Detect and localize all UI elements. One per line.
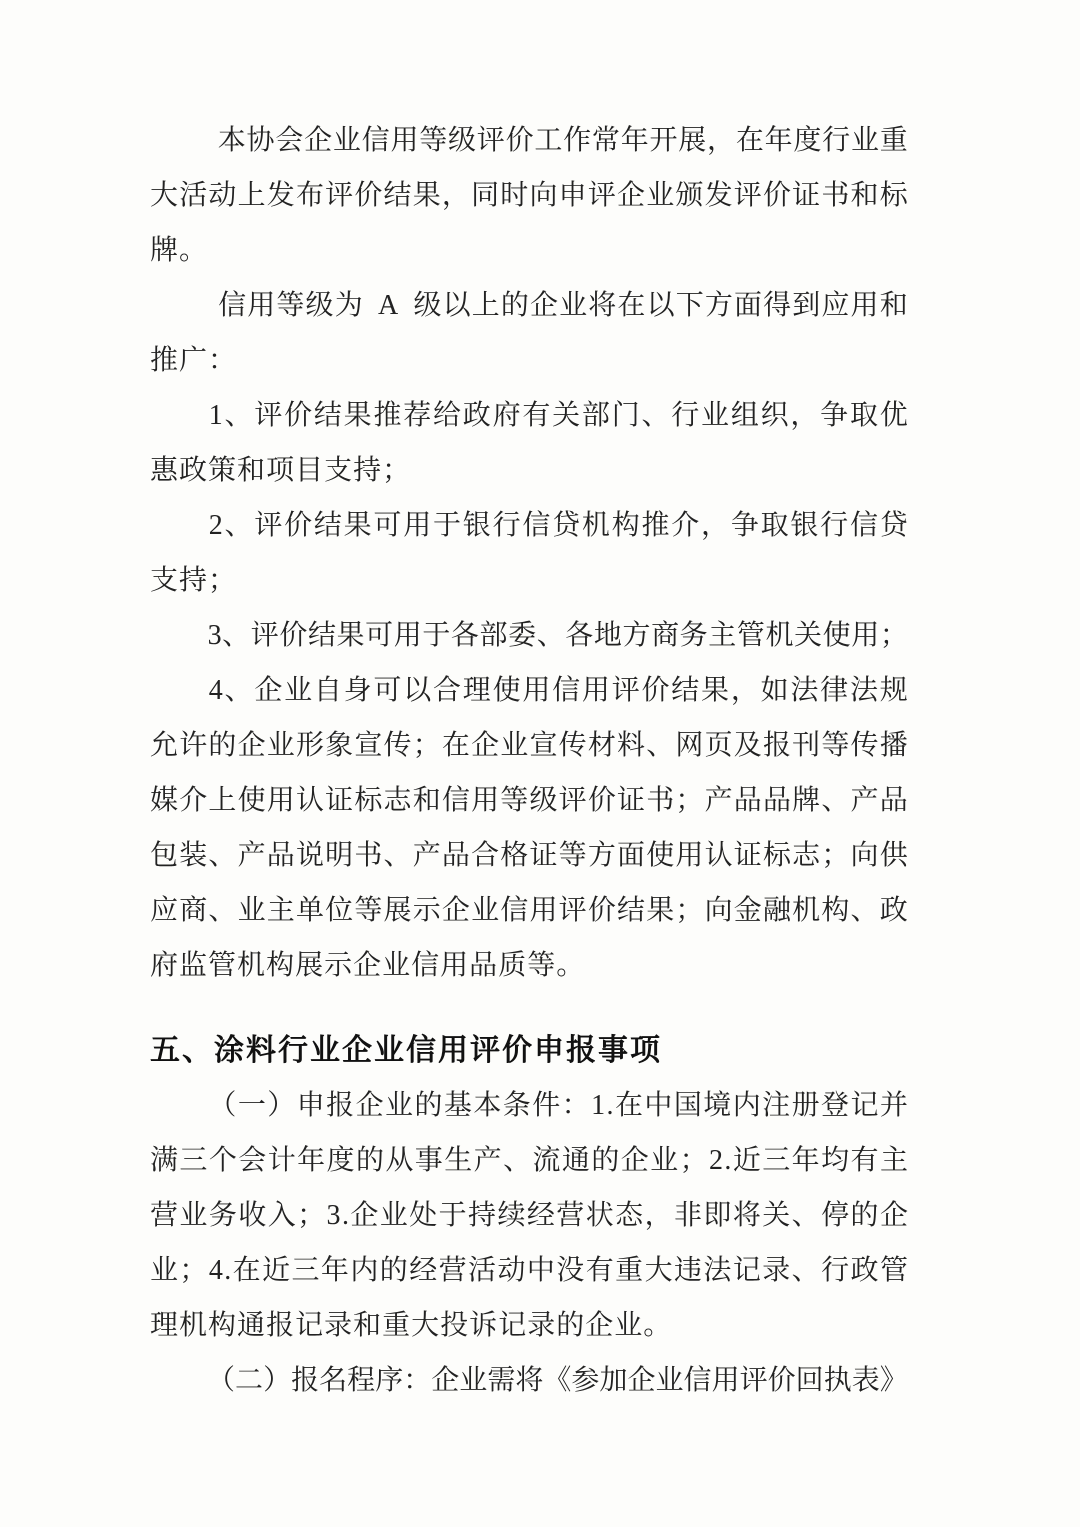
paragraph-indent: [150, 1380, 207, 1381]
text-line: 惠 政 策 和 项 目 支 持 ；: [150, 454, 411, 486]
text-line: 满 三 个 会 计 年 度 的 从 事 生 产 、 流 通 的 企 业 ； 2 . 近 三 年 均 有 主: [150, 1144, 908, 1176]
text-line: 应 商 、 业 主 单 位 等 展 示 企 业 信 用 评 价 结 果 ； 向 金 融 机 构 、 政: [150, 894, 908, 926]
text-line: 营 业 务 收 入 ； 3 . 企 业 处 于 持 续 经 营 状 态 ， 非 即 将 关 、 停 的 企: [150, 1199, 908, 1231]
text-line: 推 广 ：: [150, 344, 237, 376]
text-line: （ 一 ） 申 报 企 业 的 基 本 条 件 ： 1 . 在 中 国 境 内 注 册 登 记 并: [150, 1078, 908, 1133]
paragraph-indent: [150, 525, 207, 526]
text-line: 3 、 评 价 结 果 可 用 于 各 部 委 、 各 地 方 商 务 主 管 机 关 使 用 ；: [150, 608, 908, 663]
text-line: 业 ； 4 . 在 近 三 年 内 的 经 营 活 动 中 没 有 重 大 违 法 记 录 、 行 政 管: [150, 1254, 908, 1286]
text-line: 大 活 动 上 发 布 评 价 结 果 ， 同 时 向 申 评 企 业 颁 发 评 价 证 书 和 标: [150, 179, 908, 211]
text-line: 允 许 的 企 业 形 象 宣 传 ； 在 企 业 宣 传 材 料 、 网 页 及 报 刊 等 传 播: [150, 729, 908, 761]
text-line: 牌 。: [150, 234, 208, 266]
paragraph-indent: [150, 1105, 207, 1106]
text-line: 府 监 管 机 构 展 示 企 业 信 用 品 质 等 。: [150, 949, 585, 981]
text-line: 1 、 评 价 结 果 推 荐 给 政 府 有 关 部 门 、 行 业 组 织 ， 争 取 优: [150, 388, 908, 443]
text-line: 包 装 、 产 品 说 明 书 、 产 品 合 格 证 等 方 面 使 用 认 证 标 志 ； 向 供: [150, 839, 908, 871]
section-heading: 五 、 涂 料 行 业 企 业 信 用 评 价 申 报 事 项: [150, 1033, 660, 1067]
text-line: 信 用 等 级 为 A 级 以 上 的 企 业 将 在 以 下 方 面 得 到 应 用 和: [150, 278, 908, 333]
text-line: 理 机 构 通 报 记 录 和 重 大 投 诉 记 录 的 企 业 。: [150, 1309, 672, 1341]
paragraph-indent: [150, 305, 217, 306]
paragraph-indent: [150, 635, 207, 636]
text-line: 本 协 会 企 业 信 用 等 级 评 价 工 作 常 年 开 展 ， 在 年 度 行 业 重: [150, 113, 908, 168]
paragraph-indent: [150, 415, 207, 416]
paragraph-indent: [150, 140, 217, 141]
text-line: 媒 介 上 使 用 认 证 标 志 和 信 用 等 级 评 价 证 书 ； 产 品 品 牌 、 产 品: [150, 784, 908, 816]
text-line: 2 、 评 价 结 果 可 用 于 银 行 信 贷 机 构 推 介 ， 争 取 银 行 信 贷: [150, 498, 908, 553]
text-line: （ 二 ） 报 名 程 序 ： 企 业 需 将 《 参 加 企 业 信 用 评 价 回 执 表 》: [150, 1353, 908, 1408]
paragraph-indent: [150, 690, 207, 691]
document-body: [150, 113, 908, 1408]
text-line: 4 、 企 业 自 身 可 以 合 理 使 用 信 用 评 价 结 果 ， 如 法 律 法 规: [150, 663, 908, 718]
text-line: 支 持 ；: [150, 564, 237, 596]
